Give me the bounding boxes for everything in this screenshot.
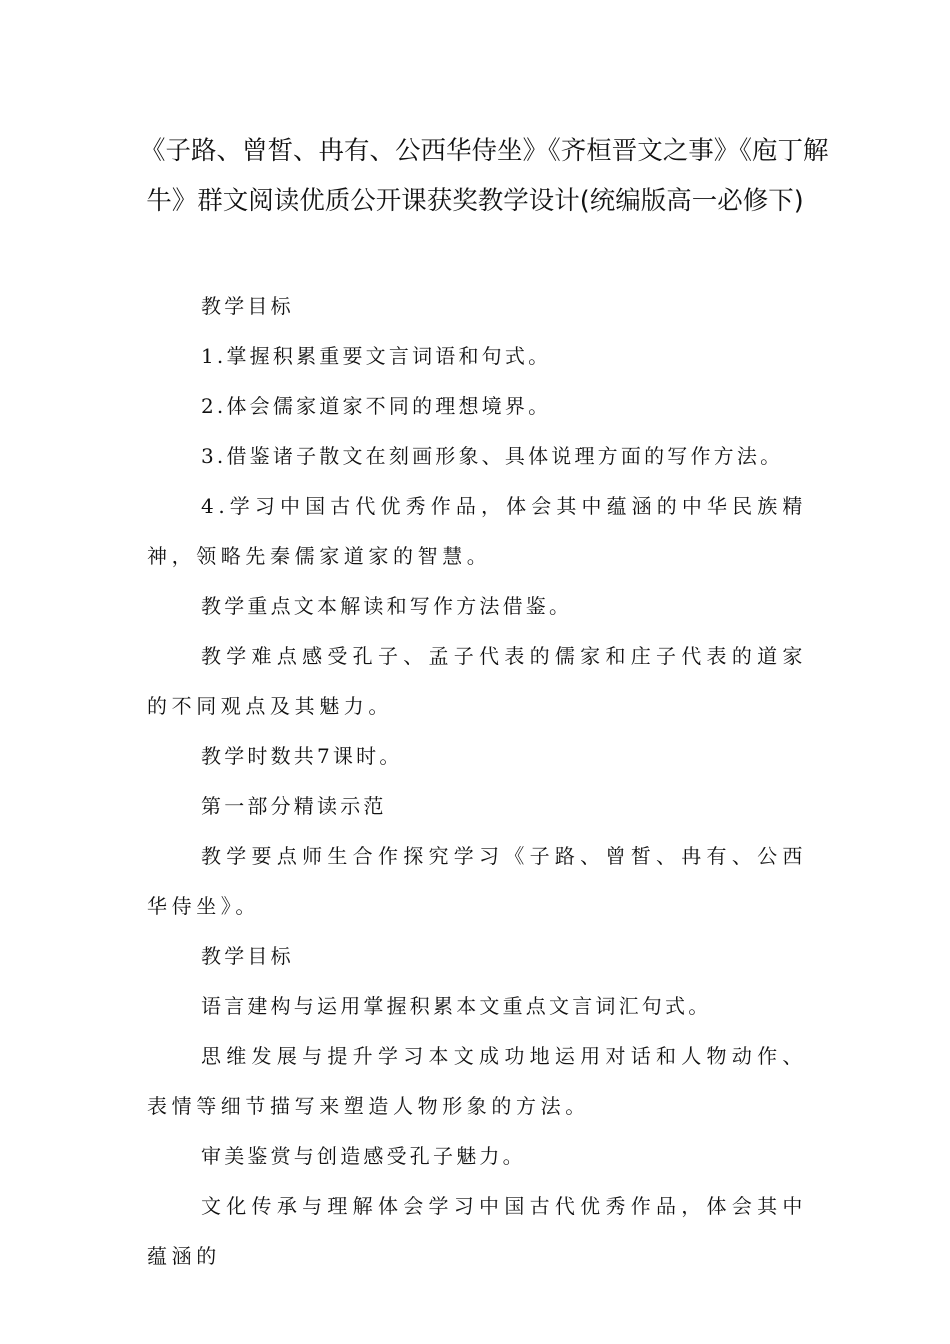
- goal-item-3: 3.借鉴诸子散文在刻画形象、具体说理方面的写作方法。: [201, 444, 784, 468]
- goal-thinking: 思维发展与提升学习本文成功地运用对话和人物动作、表情等细节描写来塑造人物形象的方法。: [147, 1044, 807, 1118]
- teaching-focus: 教学重点文本解读和写作方法借鉴。: [201, 594, 573, 618]
- goal-item-2: 2.体会儒家道家不同的理想境界。: [201, 394, 552, 418]
- title-line-2: 牛》群文阅读优质公开课获奖教学设计(统编版高一必修下): [146, 186, 804, 216]
- goal-aesthetic: 审美鉴赏与创造感受孔子魅力。: [201, 1144, 526, 1168]
- teaching-difficulty: 教学难点感受孔子、孟子代表的儒家和庄子代表的道家的不同观点及其魅力。: [147, 644, 807, 718]
- goal-culture: 文化传承与理解体会学习中国古代优秀作品，体会其中蕴涵的: [147, 1194, 807, 1268]
- part-one-heading: 第一部分精读示范: [201, 794, 387, 818]
- goal-item-4: 4.学习中国古代优秀作品，体会其中蕴涵的中华民族精神，领略先秦儒家道家的智慧。: [147, 494, 807, 568]
- title-line-1: 《子路、曾皙、冉有、公西华侍坐》《齐桓晋文之事》《庖丁解: [140, 136, 829, 166]
- goal-item-1: 1.掌握积累重要文言词语和句式。: [201, 344, 552, 368]
- document-body: [147, 281, 807, 1281]
- goal-language: 语言建构与运用掌握积累本文重点文言词汇句式。: [201, 994, 712, 1018]
- heading-teaching-goals-2: 教学目标: [201, 944, 294, 968]
- document-title: [140, 126, 829, 226]
- teaching-key-points: 教学要点师生合作探究学习《子路、曾皙、冉有、公西华侍坐》。: [147, 844, 807, 918]
- teaching-hours: 教学时数共7课时。: [201, 744, 403, 768]
- heading-teaching-goals: 教学目标: [201, 294, 294, 318]
